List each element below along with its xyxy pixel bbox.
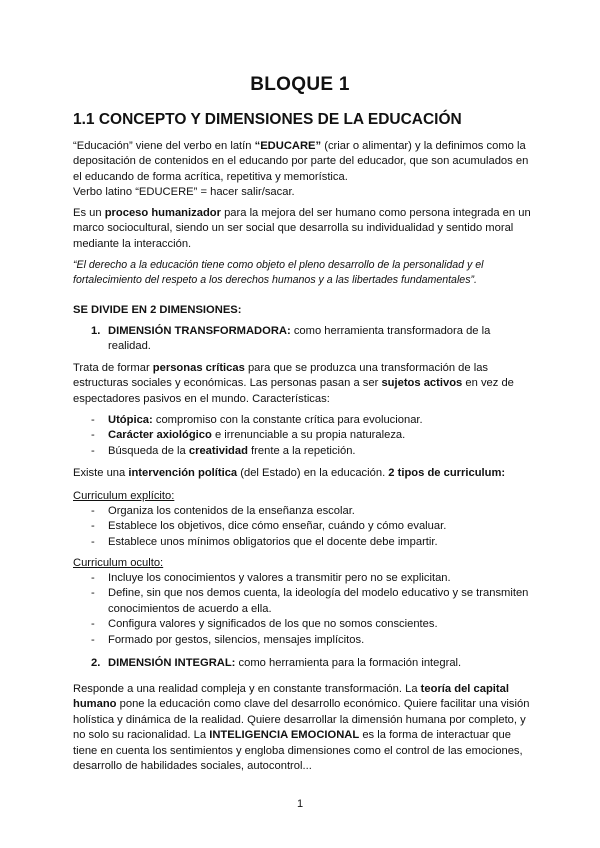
list-item: - Establece unos mínimos obligatorios que el docente debe impartir. xyxy=(91,535,438,548)
curriculum-oculto-heading: Curriculum oculto: xyxy=(73,557,164,569)
curriculum-explicito-heading: Curriculum explícito: xyxy=(73,490,175,502)
list-item: - Define, sin que nos demos cuenta, la ideología del modelo educativo y se transmiten conocimientos de acuerdo a ella. xyxy=(91,587,529,615)
dimension-1-heading: 1. DIMENSIÓN TRANSFORMADORA: como herramienta transformadora de la realidad. xyxy=(91,325,491,353)
paragraph-educacion: “Educación” viene del verbo en latín “EDUCARE” (criar o alimentar) y la definimos como la depositación de contenidos en el educando por parte del educador, que son acumulados en el educando de forma acrítica, repetitiva y memorística. Verbo latino “EDUCERE” = hacer salir/sacar. xyxy=(73,140,529,199)
paragraph-proceso-humanizador: Es un proceso humanizador para la mejora del ser humano como persona integrada en un marco sociocultural, siendo un ser social que desarrolla su individualidad y sentido moral mediante la interacción. xyxy=(73,207,531,250)
quote-block: “El derecho a la educación tiene como objeto el pleno desarrollo de la personalidad y el fortalecimiento del respeto a los derechos humanos y a las libertades fundamentales”. xyxy=(73,259,484,287)
list-item: - Carácter axiológico e irrenunciable a su propia naturaleza. xyxy=(91,429,406,442)
page-number: 1 xyxy=(296,798,304,810)
list-item: - Organiza los contenidos de la enseñanza escolar. xyxy=(91,505,355,517)
divide-heading: SE DIVIDE EN 2 DIMENSIONES: xyxy=(73,304,242,316)
list-item: - Utópica: compromiso con la constante crítica para evolucionar. xyxy=(91,414,423,426)
paragraph-intervencion-politica: Existe una intervención política (del Estado) en la educación. 2 tipos de curriculum: xyxy=(73,467,506,479)
term-educare: “EDUCARE” xyxy=(254,140,322,152)
paragraph-personas-criticas: Trata de formar personas críticas para que se produzca una transformación de las estructuras sociales y económicas. Las personas pasan a ser sujetos activos en vez de espectadores pasivos en el mundo. Características: xyxy=(73,362,514,405)
curriculum-explicito-list xyxy=(91,504,446,550)
list-item: - Formado por gestos, silencios, mensajes implícitos. xyxy=(91,633,365,646)
paragraph-dimension-integral: Responde a una realidad compleja y en constante transformación. La teoría del capital humano pone la educación como clave del desarrollo económico. Quiere facilitar una visión holística y dinámica de la realidad. Quiere desarrollar la dimensión humana por completo, y no solo su racionalidad. La INTELIGENCIA EMOCIONAL es la forma de interactuar que tiene en cuenta los sentimientos y engloba dimensiones como el control de las emociones, desarrollo de habilidades sociales, autocontrol... xyxy=(73,683,530,773)
list-item: - Configura valores y significados de los que no somos conscientes. xyxy=(91,618,438,631)
term-proceso-humanizador: proceso humanizador xyxy=(104,207,221,219)
characteristics-list xyxy=(91,413,423,459)
section-heading: 1.1 CONCEPTO Y DIMENSIONES DE LA EDUCACIÓN xyxy=(73,111,462,128)
dimension-2-heading: 2. DIMENSIÓN INTEGRAL: como herramienta para la formación integral. xyxy=(91,657,462,669)
list-item: - Búsqueda de la creatividad frente a la repetición. xyxy=(91,444,356,457)
list-item: - Establece los objetivos, dice cómo enseñar, cuándo y cómo evaluar. xyxy=(91,520,447,533)
curriculum-oculto-list xyxy=(91,571,528,648)
list-item: - Incluye los conocimientos y valores a transmitir pero no se explicitan. xyxy=(91,572,451,584)
page-title: BLOQUE 1 xyxy=(250,74,350,95)
